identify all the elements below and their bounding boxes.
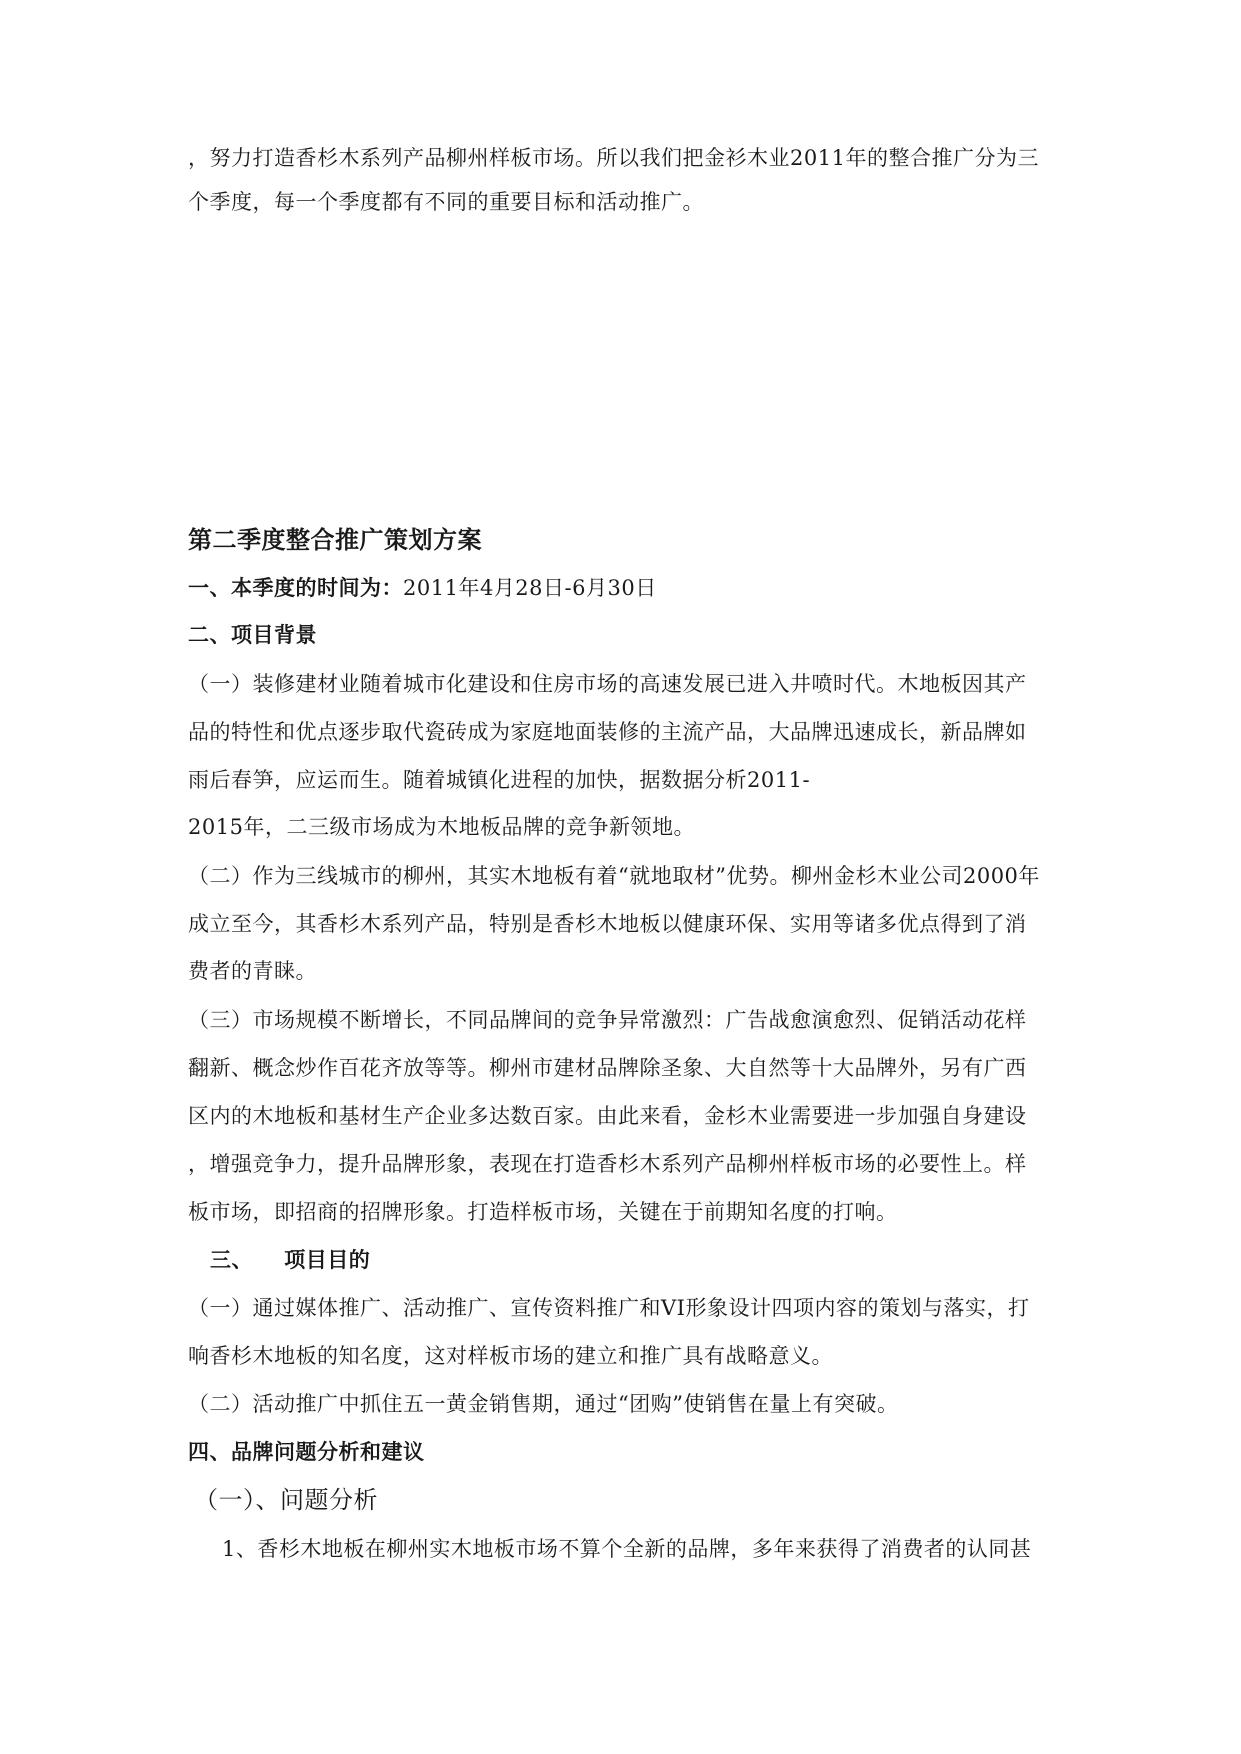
paragraph-line: （二）活动推广中抓住五一黄金销售期，通过“团购”使销售在量上有突破。 [188,1392,899,1416]
paragraph-line: 区内的木地板和基材生产企业多达数百家。由此来看，金杉木业需要进一步加强自身建设 [188,1104,1027,1128]
paragraph-line: （一）通过媒体推广、活动推广、宣传资料推广和VI形象设计四项内容的策划与落实，打 [188,1296,1030,1320]
paragraph-line: 雨后春笋，应运而生。随着城镇化进程的加快，据数据分析2011- [188,768,811,792]
paragraph-line: 品的特性和优点逐步取代瓷砖成为家庭地面装修的主流产品，大品牌迅速成长，新品牌如 [188,720,1027,744]
paragraph-line: 1、香杉木地板在柳州实木地板市场不算个全新的品牌，多年来获得了消费者的认同甚 [222,1537,1032,1561]
paragraph-line: （二）作为三线城市的柳州，其实木地板有着“就地取材”优势。柳州金杉木业公司2000年 [188,864,1040,888]
section2-heading: 二、项目背景 [188,622,317,647]
paragraph-line: （一）装修建材业随着城市化建设和住房市场的高速发展已进入井喷时代。木地板因其产 [188,672,1027,696]
paragraph-line: 板市场，即招商的招牌形象。打造样板市场，关键在于前期知名度的打响。 [188,1200,898,1224]
paragraph-line: 费者的青睐。 [188,959,317,983]
intro-line-1: ，努力打造香杉木系列产品柳州样板市场。所以我们把金衫木业2011年的整合推广分为三 [188,146,1039,170]
plan-title: 第二季度整合推广策划方案 [188,525,482,554]
paragraph-line: 响香杉木地板的知名度，这对样板市场的建立和推广具有战略意义。 [188,1344,833,1368]
section1-value: 2011年4月28日-6月30日 [403,576,657,600]
section1-row [188,573,657,603]
section1-label: 一、本季度的时间为： [188,575,403,600]
paragraph-line: ，增强竞争力，提升品牌形象，表现在打造香杉木系列产品柳州样板市场的必要性上。样 [188,1152,1027,1176]
paragraph-line: 翻新、概念炒作百花齐放等等。柳州市建材品牌除圣象、大自然等十大品牌外，另有广西 [188,1056,1027,1080]
intro-line-2: 个季度，每一个季度都有不同的重要目标和活动推广。 [188,190,704,214]
paragraph-line: 成立至今，其香杉木系列产品，特别是香杉木地板以健康环保、实用等诸多优点得到了消 [188,912,1027,936]
section4-subheading: （一）、问题分析 [194,1486,378,1514]
paragraph-line: （三）市场规模不断增长，不同品牌间的竞争异常激烈：广告战愈演愈烈、促销活动花样 [188,1008,1027,1032]
section3-heading: 三、 项目目的 [210,1247,371,1272]
paragraph-line: 2015年，二三级市场成为木地板品牌的竞争新领地。 [188,815,695,839]
section4-heading: 四、品牌问题分析和建议 [188,1439,425,1464]
